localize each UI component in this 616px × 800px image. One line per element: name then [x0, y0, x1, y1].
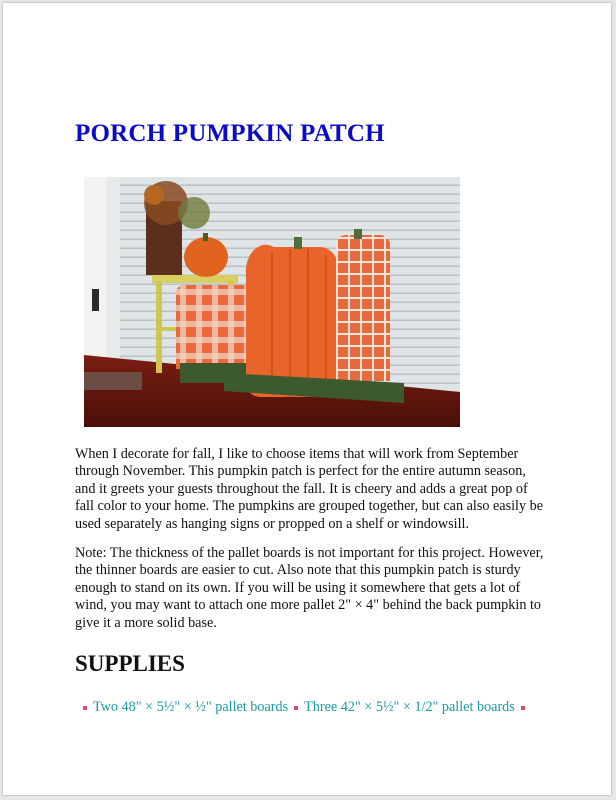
document-page	[3, 3, 611, 795]
supply-link[interactable]: Two 48" × 5½" × ½" pallet boards	[93, 699, 289, 715]
supply-link[interactable]: Three 42" × 5½" × 1/2" pallet boards	[304, 699, 515, 715]
bullet-icon	[521, 706, 525, 710]
supply-item	[77, 699, 288, 716]
supplies-heading: SUPPLIES	[75, 651, 185, 676]
supplies-list	[77, 699, 531, 716]
bullet-icon	[83, 706, 87, 710]
pumpkin-patch-photo	[84, 177, 460, 427]
page-title: PORCH PUMPKIN PATCH	[75, 120, 385, 147]
intro-paragraph: When I decorate for fall, I like to choose items that will work from September through November. This pumpkin patch is perfect for the entire autumn season, and it greets your guests throughout the fall. It is cheery and adds a great pop of fall color to your home. The pumpkins are grouped together, but can also easily be used separately as hanging signs or propped on a shelf or windowsill.	[75, 446, 544, 532]
note-paragraph: Note: The thickness of the pallet boards is not important for this project. However, the thinner boards are easier to cut. Also note that this pumpkin patch is sturdy enough to stand on its own. If you will be using it somewhere that gets a lot of wind, you may want to attach one more pallet 2" × 4" behind the back pumpkin to give it a more solid base.	[75, 545, 544, 631]
supply-item	[288, 699, 531, 716]
bullet-icon	[294, 706, 298, 710]
